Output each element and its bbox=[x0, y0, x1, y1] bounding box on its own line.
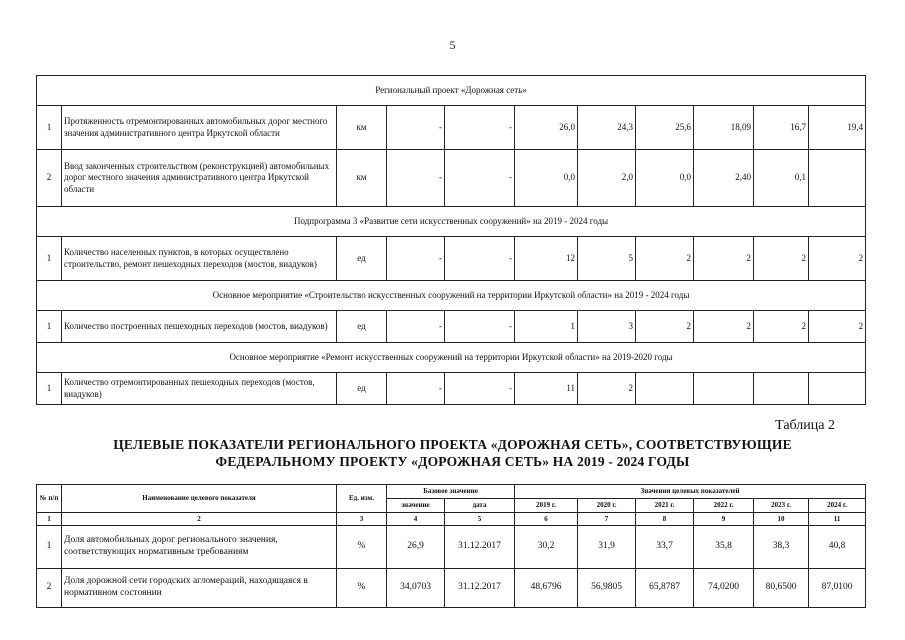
table-row bbox=[37, 150, 866, 207]
row-value: 12 bbox=[515, 237, 578, 281]
section-row bbox=[37, 343, 866, 373]
row-base-date: 31.12.2017 bbox=[445, 526, 515, 569]
row-base-value: - bbox=[387, 237, 445, 281]
row-value: 2 bbox=[578, 373, 636, 405]
index-cell: 11 bbox=[809, 513, 866, 526]
table-row bbox=[37, 311, 866, 343]
row-base-date: - bbox=[445, 150, 515, 207]
header-year: 2020 г. bbox=[578, 499, 636, 513]
row-num: 1 bbox=[37, 373, 62, 405]
row-base-date: - bbox=[445, 106, 515, 150]
index-cell: 7 bbox=[578, 513, 636, 526]
row-base-date: 31.12.2017 bbox=[445, 569, 515, 608]
row-num: 1 bbox=[37, 526, 62, 569]
table-row bbox=[37, 106, 866, 150]
header-name: Наименование целевого показателя bbox=[62, 485, 337, 513]
row-name: Количество отремонтированных пешеходных переходов (мостов, виадуков) bbox=[62, 373, 337, 405]
index-cell: 4 bbox=[387, 513, 445, 526]
row-value: 2,0 bbox=[578, 150, 636, 207]
row-num: 2 bbox=[37, 150, 62, 207]
row-value: 0,1 bbox=[754, 150, 809, 207]
row-value: 2,40 bbox=[694, 150, 754, 207]
index-cell: 6 bbox=[515, 513, 578, 526]
row-value bbox=[636, 373, 694, 405]
header-year: 2019 г. bbox=[515, 499, 578, 513]
row-unit: км bbox=[337, 106, 387, 150]
row-value: 19,4 bbox=[809, 106, 866, 150]
row-num: 1 bbox=[37, 106, 62, 150]
row-value bbox=[809, 150, 866, 207]
table-row bbox=[37, 569, 866, 608]
row-value: 2 bbox=[754, 237, 809, 281]
row-name: Ввод законченных строительством (реконструкцией) автомобильных дорог местного значения административного центра Иркутской области bbox=[62, 150, 337, 207]
index-cell: 5 bbox=[445, 513, 515, 526]
row-value: 11 bbox=[515, 373, 578, 405]
row-base-value: 26,9 bbox=[387, 526, 445, 569]
table-row bbox=[37, 373, 866, 405]
row-value: 56,9805 bbox=[578, 569, 636, 608]
row-base-value: - bbox=[387, 106, 445, 150]
row-unit: % bbox=[337, 526, 387, 569]
row-value: 30,2 bbox=[515, 526, 578, 569]
row-value: 87,0100 bbox=[809, 569, 866, 608]
header-year: 2023 г. bbox=[754, 499, 809, 513]
row-name: Количество построенных пешеходных переходов (мостов, виадуков) bbox=[62, 311, 337, 343]
row-value: 65,8787 bbox=[636, 569, 694, 608]
regional-project-targets-table bbox=[36, 484, 866, 608]
header-base: Базовое значение bbox=[387, 485, 515, 499]
row-value: 80,6500 bbox=[754, 569, 809, 608]
section-row bbox=[37, 207, 866, 237]
table-row bbox=[37, 526, 866, 569]
index-cell: 8 bbox=[636, 513, 694, 526]
page-number: 5 bbox=[449, 38, 456, 52]
index-cell: 2 bbox=[62, 513, 337, 526]
row-value: 2 bbox=[636, 237, 694, 281]
table2-index-row bbox=[37, 513, 866, 526]
header-base-value: значение bbox=[387, 499, 445, 513]
row-value: 31,9 bbox=[578, 526, 636, 569]
row-value bbox=[754, 373, 809, 405]
row-base-date: - bbox=[445, 311, 515, 343]
row-value: 16,7 bbox=[754, 106, 809, 150]
row-value: 48,6796 bbox=[515, 569, 578, 608]
header-base-date: дата bbox=[445, 499, 515, 513]
row-value bbox=[694, 373, 754, 405]
row-base-date: - bbox=[445, 237, 515, 281]
row-value: 5 bbox=[578, 237, 636, 281]
header-year: 2022 г. bbox=[694, 499, 754, 513]
header-year: 2024 г. bbox=[809, 499, 866, 513]
row-value: 3 bbox=[578, 311, 636, 343]
section-title: Основное мероприятие «Строительство искусственных сооружений на территории Иркутской области» на 2019 - 2024 годы bbox=[37, 281, 866, 311]
row-unit: км bbox=[337, 150, 387, 207]
row-unit: ед bbox=[337, 237, 387, 281]
row-value: 74,0200 bbox=[694, 569, 754, 608]
index-cell: 3 bbox=[337, 513, 387, 526]
row-value: 2 bbox=[694, 237, 754, 281]
row-base-value: 34,0703 bbox=[387, 569, 445, 608]
row-value: 24,3 bbox=[578, 106, 636, 150]
index-cell: 10 bbox=[754, 513, 809, 526]
row-value: 2 bbox=[809, 237, 866, 281]
header-unit: Ед. изм. bbox=[337, 485, 387, 513]
row-base-value: - bbox=[387, 150, 445, 207]
row-value: 2 bbox=[636, 311, 694, 343]
row-value: 2 bbox=[754, 311, 809, 343]
section-title: Региональный проект «Дорожная сеть» bbox=[37, 76, 866, 106]
indicators-table-continued bbox=[36, 75, 866, 405]
table2-title-line2: ФЕДЕРАЛЬНОМУ ПРОЕКТУ «ДОРОЖНАЯ СЕТЬ» НА 2019 - 2024 ГОДЫ bbox=[215, 454, 690, 469]
row-value: 0,0 bbox=[636, 150, 694, 207]
header-num: № п/п bbox=[37, 485, 62, 513]
row-unit: % bbox=[337, 569, 387, 608]
row-unit: ед bbox=[337, 373, 387, 405]
row-unit: ед bbox=[337, 311, 387, 343]
table2-title bbox=[0, 436, 905, 470]
table2-title-line1: ЦЕЛЕВЫЕ ПОКАЗАТЕЛИ РЕГИОНАЛЬНОГО ПРОЕКТА «ДОРОЖНАЯ СЕТЬ», СООТВЕТСТВУЮЩИЕ bbox=[113, 437, 792, 452]
table2-label: Таблица 2 bbox=[775, 418, 835, 433]
row-value: 25,6 bbox=[636, 106, 694, 150]
row-value: 2 bbox=[694, 311, 754, 343]
row-value: 35,8 bbox=[694, 526, 754, 569]
row-value: 38,3 bbox=[754, 526, 809, 569]
section-title: Подпрограмма 3 «Развитие сети искусственных сооружений» на 2019 - 2024 годы bbox=[37, 207, 866, 237]
table2-header-row1 bbox=[37, 485, 866, 499]
index-cell: 9 bbox=[694, 513, 754, 526]
row-base-value: - bbox=[387, 373, 445, 405]
section-row bbox=[37, 281, 866, 311]
index-cell: 1 bbox=[37, 513, 62, 526]
row-value: 2 bbox=[809, 311, 866, 343]
table-row bbox=[37, 237, 866, 281]
row-value: 33,7 bbox=[636, 526, 694, 569]
row-value bbox=[809, 373, 866, 405]
row-value: 1 bbox=[515, 311, 578, 343]
row-num: 2 bbox=[37, 569, 62, 608]
row-value: 0,0 bbox=[515, 150, 578, 207]
row-num: 1 bbox=[37, 237, 62, 281]
row-name: Доля автомобильных дорог регионального значения, соответствующих нормативным требованиям bbox=[62, 526, 337, 569]
section-row bbox=[37, 76, 866, 106]
row-name: Количество населенных пунктов, в которых осуществлено строительство, ремонт пешеходных переходов (мостов, виадуков) bbox=[62, 237, 337, 281]
row-value: 18,09 bbox=[694, 106, 754, 150]
row-name: Протяженность отремонтированных автомобильных дорог местного значения административного центра Иркутской области bbox=[62, 106, 337, 150]
row-value: 26,0 bbox=[515, 106, 578, 150]
row-name: Доля дорожной сети городских агломераций, находящаяся в нормативном состоянии bbox=[62, 569, 337, 608]
row-base-date: - bbox=[445, 373, 515, 405]
row-base-value: - bbox=[387, 311, 445, 343]
header-year: 2021 г. bbox=[636, 499, 694, 513]
row-num: 1 bbox=[37, 311, 62, 343]
row-value: 40,8 bbox=[809, 526, 866, 569]
header-target: Значения целевых показателей bbox=[515, 485, 866, 499]
section-title: Основное мероприятие «Ремонт искусственных сооружений на территории Иркутской области» на 2019-2020 годы bbox=[37, 343, 866, 373]
